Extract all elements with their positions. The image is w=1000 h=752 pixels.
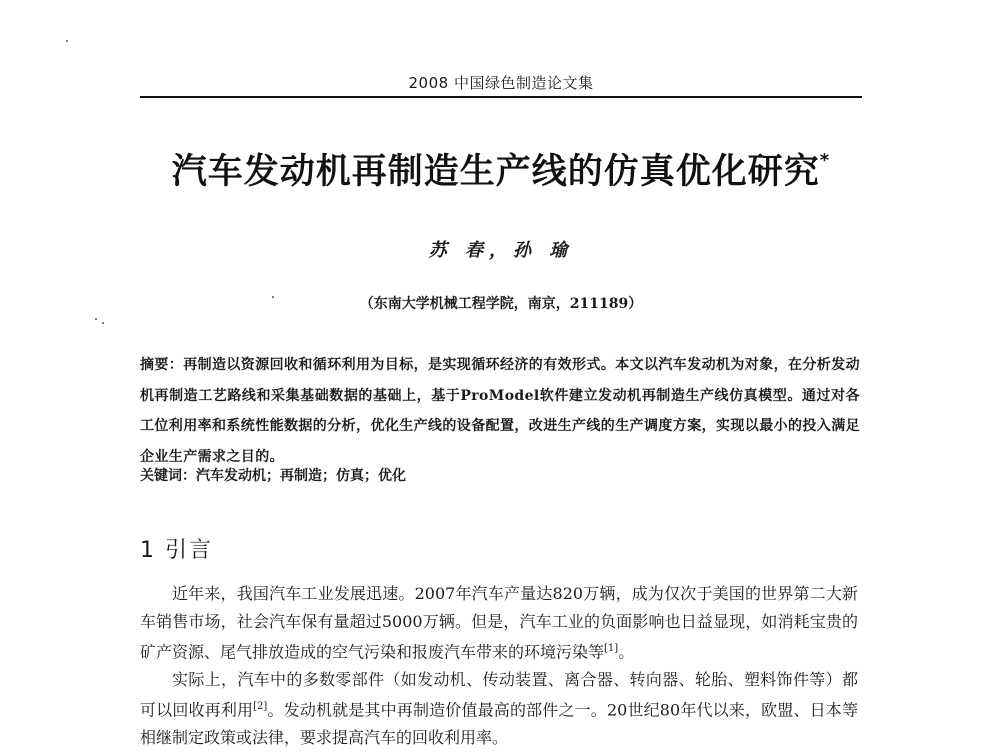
body-paragraph	[140, 580, 858, 666]
paragraph-text: 近年来，我国汽车工业发展迅速。2007年汽车产量达820万辆，成为仅次于美国的世界第二大新车销售市场，社会汽车保有量超过5000万辆。但是，汽车工业的负面影响也日益显现，如消耗宝贵的矿产资源、尾气排放造成的空气污染和报废汽车带来的环境污染等	[140, 584, 858, 662]
scan-speck	[102, 322, 104, 324]
citation-ref: [2]	[253, 701, 268, 713]
running-header: 2008 中国绿色制造论文集	[408, 74, 594, 92]
abstract-label: 摘要：	[140, 357, 184, 373]
body-paragraph	[140, 666, 858, 752]
section-heading: 1 引言	[140, 538, 213, 563]
paper-authors: 苏 春，孙 瑜	[428, 240, 574, 261]
keywords	[140, 465, 860, 485]
paragraph-text: 。发动机就是其中再制造价值最高的部件之一。20世纪80年代以来，欧盟、日本等相继制定政策或法律，要求提高汽车的回收利用率。	[140, 700, 858, 748]
abstract	[140, 350, 860, 472]
title-footnote-mark: *	[819, 150, 831, 172]
paragraph-text: 。	[618, 642, 635, 662]
paper-title	[140, 144, 862, 194]
scan-speck	[95, 318, 97, 320]
keywords-label: 关键词：	[140, 468, 196, 484]
scan-speck	[66, 40, 68, 42]
citation-ref: [1]	[604, 643, 619, 654]
header-rule	[140, 96, 862, 98]
paragraph-text: 实际上，汽车中的多数零部件（如发动机、传动装置、离合器、转向器、轮胎、塑料饰件等）都可以回收再利用	[140, 669, 858, 720]
paper-title-text: 汽车发动机再制造生产线的仿真优化研究	[171, 152, 820, 192]
abstract-text: 再制造以资源回收和循环利用为目标，是实现循环经济的有效形式。本文以汽车发动机为对象，在分析发动机再制造工艺路线和采集基础数据的基础上，基于ProModel软件建立发动机再制造生产线仿真模型。通过对各工位利用率和系统性能数据的分析，优化生产线的设备配置，改进生产线的生产调度方案，实现以最小的投入满足企业生产需求之目的。	[140, 357, 860, 465]
section-body	[140, 580, 858, 752]
keywords-text: 汽车发动机；再制造；仿真；优化	[196, 468, 406, 484]
paper-affiliation: （东南大学机械工程学院，南京，211189）	[359, 296, 643, 312]
